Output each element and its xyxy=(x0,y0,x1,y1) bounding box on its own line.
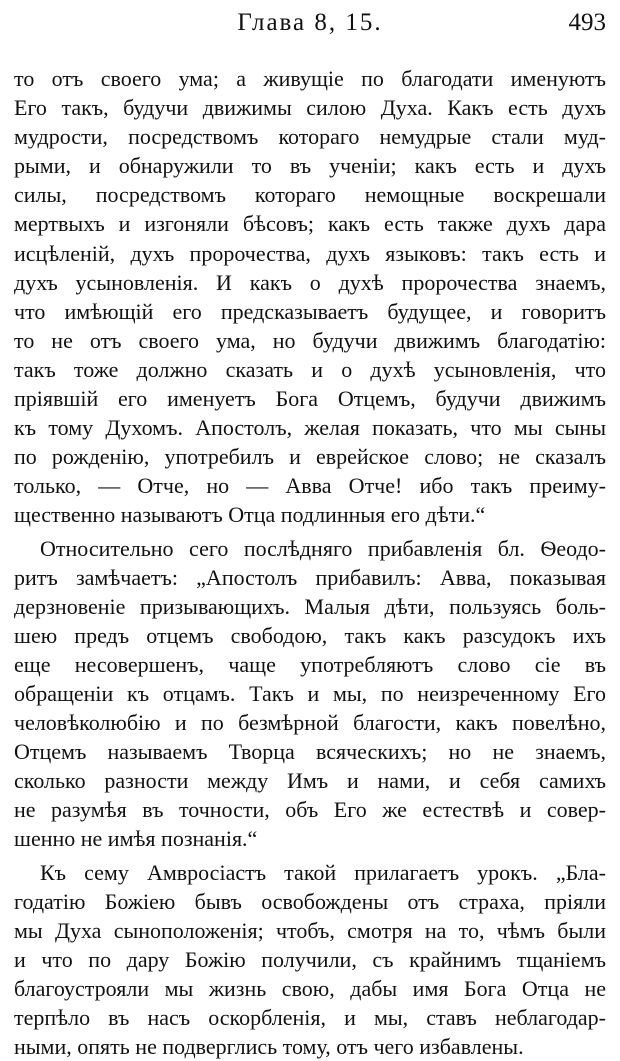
text-line: дерзновеніе призывающихъ. Малыя дѣти, пользуясь боль- xyxy=(14,593,606,619)
body-text xyxy=(14,64,606,1061)
text-line: годатію Божіею бывъ освобождены отъ страха, пріяли xyxy=(14,888,606,914)
text-line: не разумѣя въ точности, объ Его же естествѣ и совер- xyxy=(14,797,606,823)
text-line: исцѣленій, духъ пророчества, духъ языковъ: такъ есть и xyxy=(14,240,606,266)
text-line: щественно называютъ Отца подлинныя его дѣти.“ xyxy=(14,502,486,528)
text-line: то отъ своего ума; а живущіе по благодати именуютъ xyxy=(14,66,606,91)
text-line: и что по дару Божію получили, съ крайнимъ тщаніемъ xyxy=(14,946,606,972)
paragraph xyxy=(14,858,606,1061)
text-line: обращеніи къ отцамъ. Такъ и мы, по неизреченному Его xyxy=(14,680,606,706)
text-line: мудрости, посредствомъ котораго немудрые стали муд- xyxy=(14,124,606,150)
text-line: то не отъ своего ума, но будучи движимъ благодатію: xyxy=(14,327,606,353)
page-number: 493 xyxy=(568,9,606,36)
text-line: Его такъ, будучи движимы силою Духа. Какъ есть духъ xyxy=(14,95,606,121)
paragraph xyxy=(14,64,606,530)
text-line: терпѣло въ насъ оскорбленія, и мы, ставъ неблагодар- xyxy=(14,1005,606,1030)
text-line: пріявшій его именуетъ Бога Отцемъ, будучи движимъ xyxy=(14,386,606,412)
text-line: Отцемъ называемъ Творца всяческихъ; но не знаемъ, xyxy=(14,739,606,765)
text-line: человѣколюбію и по безмѣрной благости, какъ повелѣно, xyxy=(14,710,606,736)
text-line: къ тому Духомъ. Апостолъ, желая показать, что мы сыны xyxy=(14,415,606,441)
text-line: мы Духа сыноположенія; чтобъ, смотря на то, чѣмъ были xyxy=(14,917,606,943)
text-line: сколько разности между Имъ и нами, и себя самихъ xyxy=(14,768,606,794)
text-line: по рожденію, употребилъ и еврейское слово; не сказалъ xyxy=(14,444,606,470)
text-line: такъ тоже должно сказать и о духѣ усыновленія, что xyxy=(14,356,606,382)
paragraph xyxy=(14,534,606,854)
text-line: еще несовершенъ, чаще употребляютъ слово сіе въ xyxy=(14,651,606,677)
text-line: что имѣющій его предсказываетъ будущее, и говоритъ xyxy=(14,298,606,324)
text-line: шенно не имѣя познанія.“ xyxy=(14,826,258,852)
text-line: только, — Отче, но — Авва Отче! ибо такъ преиму- xyxy=(14,473,606,499)
running-header xyxy=(14,8,606,38)
text-line: ными, опять не подверглись тому, отъ чего избавлены. xyxy=(14,1034,524,1060)
text-line: силы, посредствомъ котораго немощные воскрешали xyxy=(14,182,606,208)
text-line: благоустрояли мы жизнь свою, дабы имя Бога Отца не xyxy=(14,975,606,1001)
text-line: рыми, и обнаружили то въ ученіи; какъ есть и духъ xyxy=(14,153,606,179)
text-line: шею предъ отцемъ свободою, такъ какъ разсудокъ ихъ xyxy=(14,622,606,648)
chapter-heading: Глава 8, 15. xyxy=(237,9,383,36)
text-line: Къ сему Амвросіастъ такой прилагаетъ урокъ. „Бла- xyxy=(40,859,606,885)
text-line: Относительно сего послѣдняго прибавленія бл. Ѳеодо- xyxy=(40,535,606,561)
text-line: духъ усыновленія. И какъ о духѣ пророчества знаемъ, xyxy=(14,269,606,295)
text-line: ритъ замѣчаетъ: „Апостолъ прибавилъ: Авва, показывая xyxy=(14,564,606,590)
text-line: мертвыхъ и изгоняли бѣсовъ; какъ есть также духъ дара xyxy=(14,211,606,237)
